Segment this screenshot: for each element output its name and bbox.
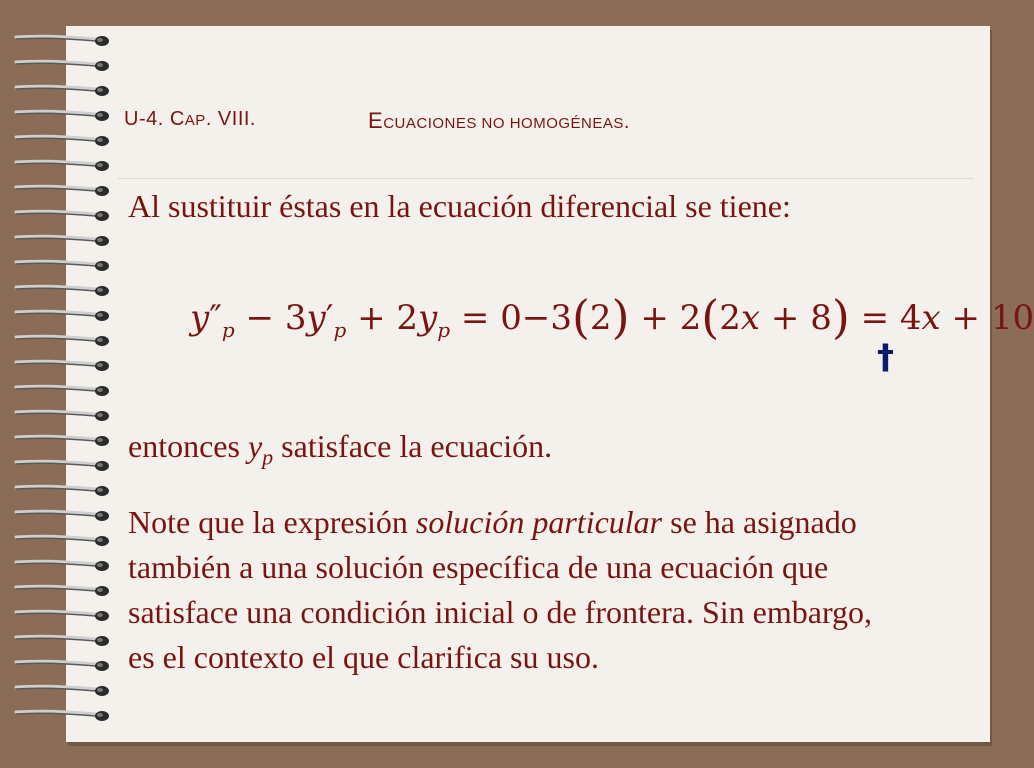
note-emphasis: solución particular: [415, 504, 663, 540]
equation: [190, 290, 1034, 344]
header-divider: [118, 178, 974, 179]
eq-minus: −: [245, 298, 275, 338]
spiral-ring-icon: [14, 434, 110, 448]
spiral-ring-icon: [14, 234, 110, 248]
title-smallcaps: CUACIONES NO HOMOGÉNEAS: [383, 115, 624, 132]
eq-coef-2: 2: [396, 298, 419, 338]
eq-sub-p: p: [221, 318, 235, 342]
spiral-ring-icon: [14, 184, 110, 198]
spiral-ring-icon: [14, 284, 110, 298]
eq-two: 2: [719, 298, 741, 338]
conclusion-y: y: [247, 428, 263, 464]
intro-text: Al sustituir éstas en la ecuación diferencial se tiene:: [128, 188, 791, 224]
conclusion-after: satisface la ecuación.: [273, 428, 553, 464]
eq-lparen: (: [571, 290, 590, 344]
unit-prefix: U-4. C: [124, 108, 185, 130]
spiral-ring-icon: [14, 259, 110, 273]
spiral-ring-icon: [14, 409, 110, 423]
unit-smallcaps: AP: [184, 112, 206, 129]
slide-header-unit: [124, 108, 256, 131]
spiral-ring-icon: [14, 384, 110, 398]
spiral-ring-icon: [14, 659, 110, 673]
note-line-2: también a una solución específica de una ecuación que: [128, 549, 829, 585]
eq-ten: 10: [990, 298, 1034, 338]
unit-suffix: . VIII.: [205, 108, 256, 130]
conclusion-text: [128, 428, 552, 470]
eq-double-prime: ″: [209, 298, 222, 338]
note-line-4: es el contexto el que clarifica su uso.: [128, 639, 599, 675]
eq-four: 4: [899, 298, 922, 338]
spiral-ring-icon: [14, 309, 110, 323]
eq-plus: +: [640, 298, 669, 338]
eq-two: 2: [589, 298, 612, 338]
note-before-em: Note que la expresión: [128, 504, 416, 540]
spiral-ring-icon: [14, 134, 110, 148]
title-end: .: [623, 111, 630, 133]
spiral-ring-icon: [14, 459, 110, 473]
eq-x: x: [740, 298, 761, 338]
eq-y: y: [418, 298, 438, 338]
spiral-ring-icon: [14, 84, 110, 98]
note-after-em: se ha asignado: [662, 504, 857, 540]
spiral-ring-icon: [14, 334, 110, 348]
eq-x: x: [921, 298, 941, 338]
eq-plus: +: [357, 298, 386, 338]
eq-coef-3: 3: [284, 298, 307, 338]
spiral-ring-icon: [14, 484, 110, 498]
eq-lparen: (: [701, 290, 720, 344]
eq-plus: +: [770, 298, 800, 338]
eq-two: 2: [679, 298, 702, 338]
note-paragraph: [128, 500, 998, 680]
spiral-ring-icon: [14, 209, 110, 223]
eq-sub-p: p: [437, 318, 451, 342]
spiral-ring-icon: [14, 634, 110, 648]
eq-eight: 8: [810, 298, 832, 338]
conclusion-sub-p: p: [262, 444, 274, 470]
spiral-ring-icon: [14, 584, 110, 598]
eq-y: y: [190, 298, 210, 338]
eq-three: 3: [550, 298, 572, 338]
spiral-ring-icon: [14, 59, 110, 73]
eq-y: y: [306, 298, 326, 338]
eq-equals: =: [460, 298, 490, 338]
spiral-ring-icon: [14, 559, 110, 573]
eq-minus: −: [521, 298, 551, 338]
spiral-ring-icon: [14, 359, 110, 373]
note-line-3: satisface una condición inicial o de frontera. Sin embargo,: [128, 594, 873, 630]
spiral-ring-icon: [14, 609, 110, 623]
slide-header-title: [368, 108, 630, 134]
eq-prime: ′: [325, 298, 334, 338]
spiral-ring-icon: [14, 109, 110, 123]
spiral-ring-icon: [14, 709, 110, 723]
dagger-icon: †: [877, 337, 894, 377]
conclusion-before: entonces: [128, 428, 248, 464]
title-initial: E: [368, 108, 384, 133]
eq-plus: +: [951, 298, 981, 338]
spiral-ring-icon: [14, 534, 110, 548]
spiral-ring-icon: [14, 509, 110, 523]
spiral-ring-icon: [14, 684, 110, 698]
eq-zero: 0: [500, 298, 522, 338]
eq-equals: =: [860, 298, 890, 338]
eq-sub-p: p: [333, 318, 347, 342]
eq-rparen: ): [831, 290, 850, 344]
spiral-ring-icon: [14, 159, 110, 173]
note-line-1: [128, 500, 998, 545]
spiral-ring-icon: [14, 34, 110, 48]
eq-rparen: ): [611, 290, 630, 344]
